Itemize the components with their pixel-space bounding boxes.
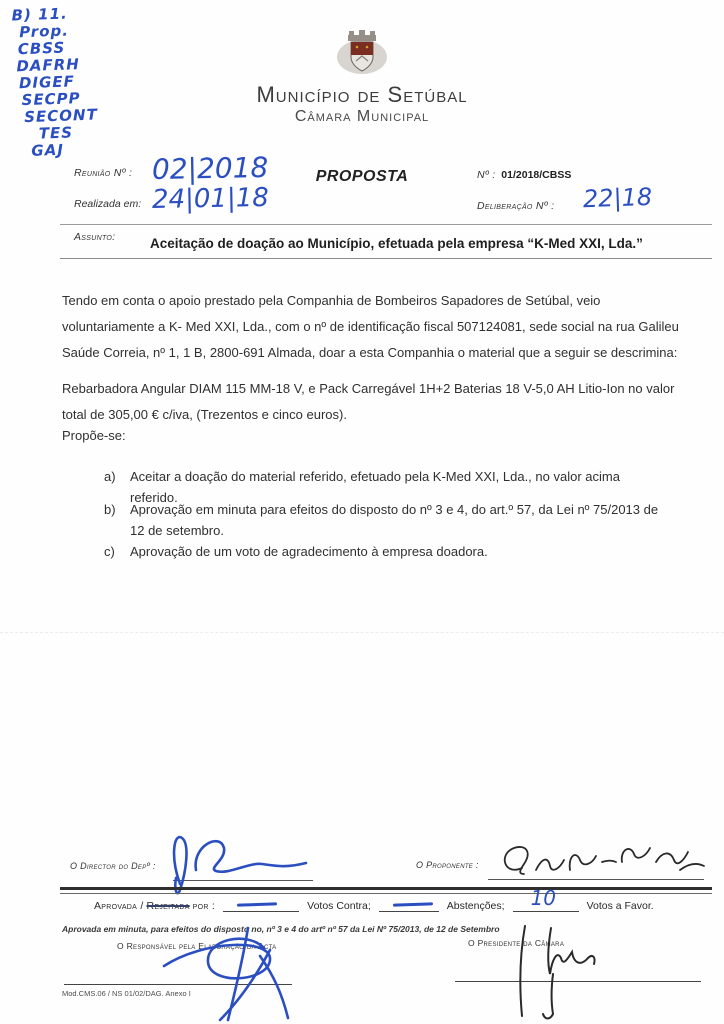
handwritten-note-line: DIGEF [18,72,76,93]
mural-crown-icon [348,30,376,41]
realizada-label: Realizada em: [74,198,142,210]
handwritten-note-line: TES [38,123,74,143]
proposta-number [477,169,571,181]
director-label: O Director do Depº : [70,861,156,871]
list-marker: a) [104,469,116,484]
header-divider [60,224,712,225]
realizada-date-handwritten: 24|01|18 [151,182,270,216]
minuta-note: Aprovada em minuta, para efeitos do disposto no, nº 3 e 4 do artº nº 57 da Lei Nº 75/2013, de 12 de Setembro [62,924,500,934]
rejeitada-label-struck: Rejeitada [146,900,190,912]
presidente-label: O Presidente da Câmara [468,938,565,948]
handwritten-note-line: CBSS [17,38,66,59]
reuniao-number-handwritten: 02|2018 [151,150,269,187]
handwritten-note-line: B) 11. [11,4,69,25]
numero-value: 01/2018/CBSS [501,169,572,181]
subject-divider [60,258,712,259]
responsavel-signature [148,922,323,1022]
handwritten-note-line: SECONT [23,105,99,127]
abstencoes-dash-mark [393,902,433,906]
voting-row [94,886,654,912]
scan-fold-line [0,632,724,633]
list-marker: b) [104,502,116,517]
handwritten-note-line: Prop. [18,21,70,42]
deliberacao-label: Deliberação Nº : [477,200,555,212]
director-signature [158,824,323,896]
por-label: por : [192,900,216,912]
deliberacao-number-handwritten: 22|18 [582,182,653,214]
list-item-text: Aprovação em minuta para efeitos do disposto do nº 3 e 4, do art.º 57, da Lei nº 75/2013 de 12 de setembro. [130,502,659,538]
subject-text: Aceitação de doação ao Município, efetuada pela empresa “K-Med XXI, Lda.” [150,236,643,251]
votos-favor-handwritten: 10 [530,886,557,910]
proposta-title: PROPOSTA [315,168,409,185]
section-double-rule [60,887,712,894]
votos-contra-blank [223,897,299,912]
list-marker: c) [104,544,115,559]
assunto-label: Assunto: [74,231,116,243]
presidente-signature [495,922,630,1020]
list-item-text: Aprovação de um voto de agradecimento à empresa doadora. [130,544,488,559]
municipal-crest-icon [331,28,393,80]
handwritten-note-line: SECPP [21,89,81,110]
contra-dash-mark [237,902,277,906]
proponente-label: O Proponente : [416,860,479,870]
form-reference: Mod.CMS.06 / NS 01/02/DAG. Anexo I [62,989,191,998]
list-item-c [104,541,670,562]
handwritten-note-line: GAJ [31,140,65,160]
handwritten-note-line: DAFRH [16,55,81,76]
responsavel-label: O Responsável pela Elaboração da Acta [117,941,277,951]
reuniao-label: Reunião Nº : [74,167,133,179]
council-name: Câmara Municipal [294,108,430,125]
body-paragraph-1: Tendo em conta o apoio prestado pela Companhia de Bombeiros Sapadores de Setúbal, veio voluntariamente a K- Med XXI, Lda., com o nº de identificação fiscal 507124081, sede social na rua Galileu Saúde Correia, nº 1, 1 B, 2800-691 Almada, doar a esta Companhia o material que a seguir se descrimina: [62,293,679,360]
list-item-b [104,499,670,541]
aprovada-label: Aprovada / [94,900,144,912]
votos-favor-blank [513,886,579,912]
abstencoes-blank [379,897,439,912]
abstencoes-label: Abstenções; [446,900,505,912]
list-item-text: Aceitar a doação do material referido, efetuado pela K-Med XXI, Lda., no valor acima referido. [130,469,620,505]
votos-favor-label: Votos a Favor. [586,900,654,912]
votos-contra-label: Votos Contra; [307,900,371,912]
proponente-signature [488,836,710,884]
municipality-name: Município de Setúbal [256,82,468,107]
propose-label: Propõe-se: [62,428,126,443]
numero-label: Nº : [477,169,496,181]
body-paragraph-2: Rebarbadora Angular DIAM 115 MM-18 V, e Pack Carregável 1H+2 Baterias 18 V-5,0 AH Litio-Ion no valor total de 305,00 € c/iva, (Trezentos e cinco euros). [62,381,675,422]
